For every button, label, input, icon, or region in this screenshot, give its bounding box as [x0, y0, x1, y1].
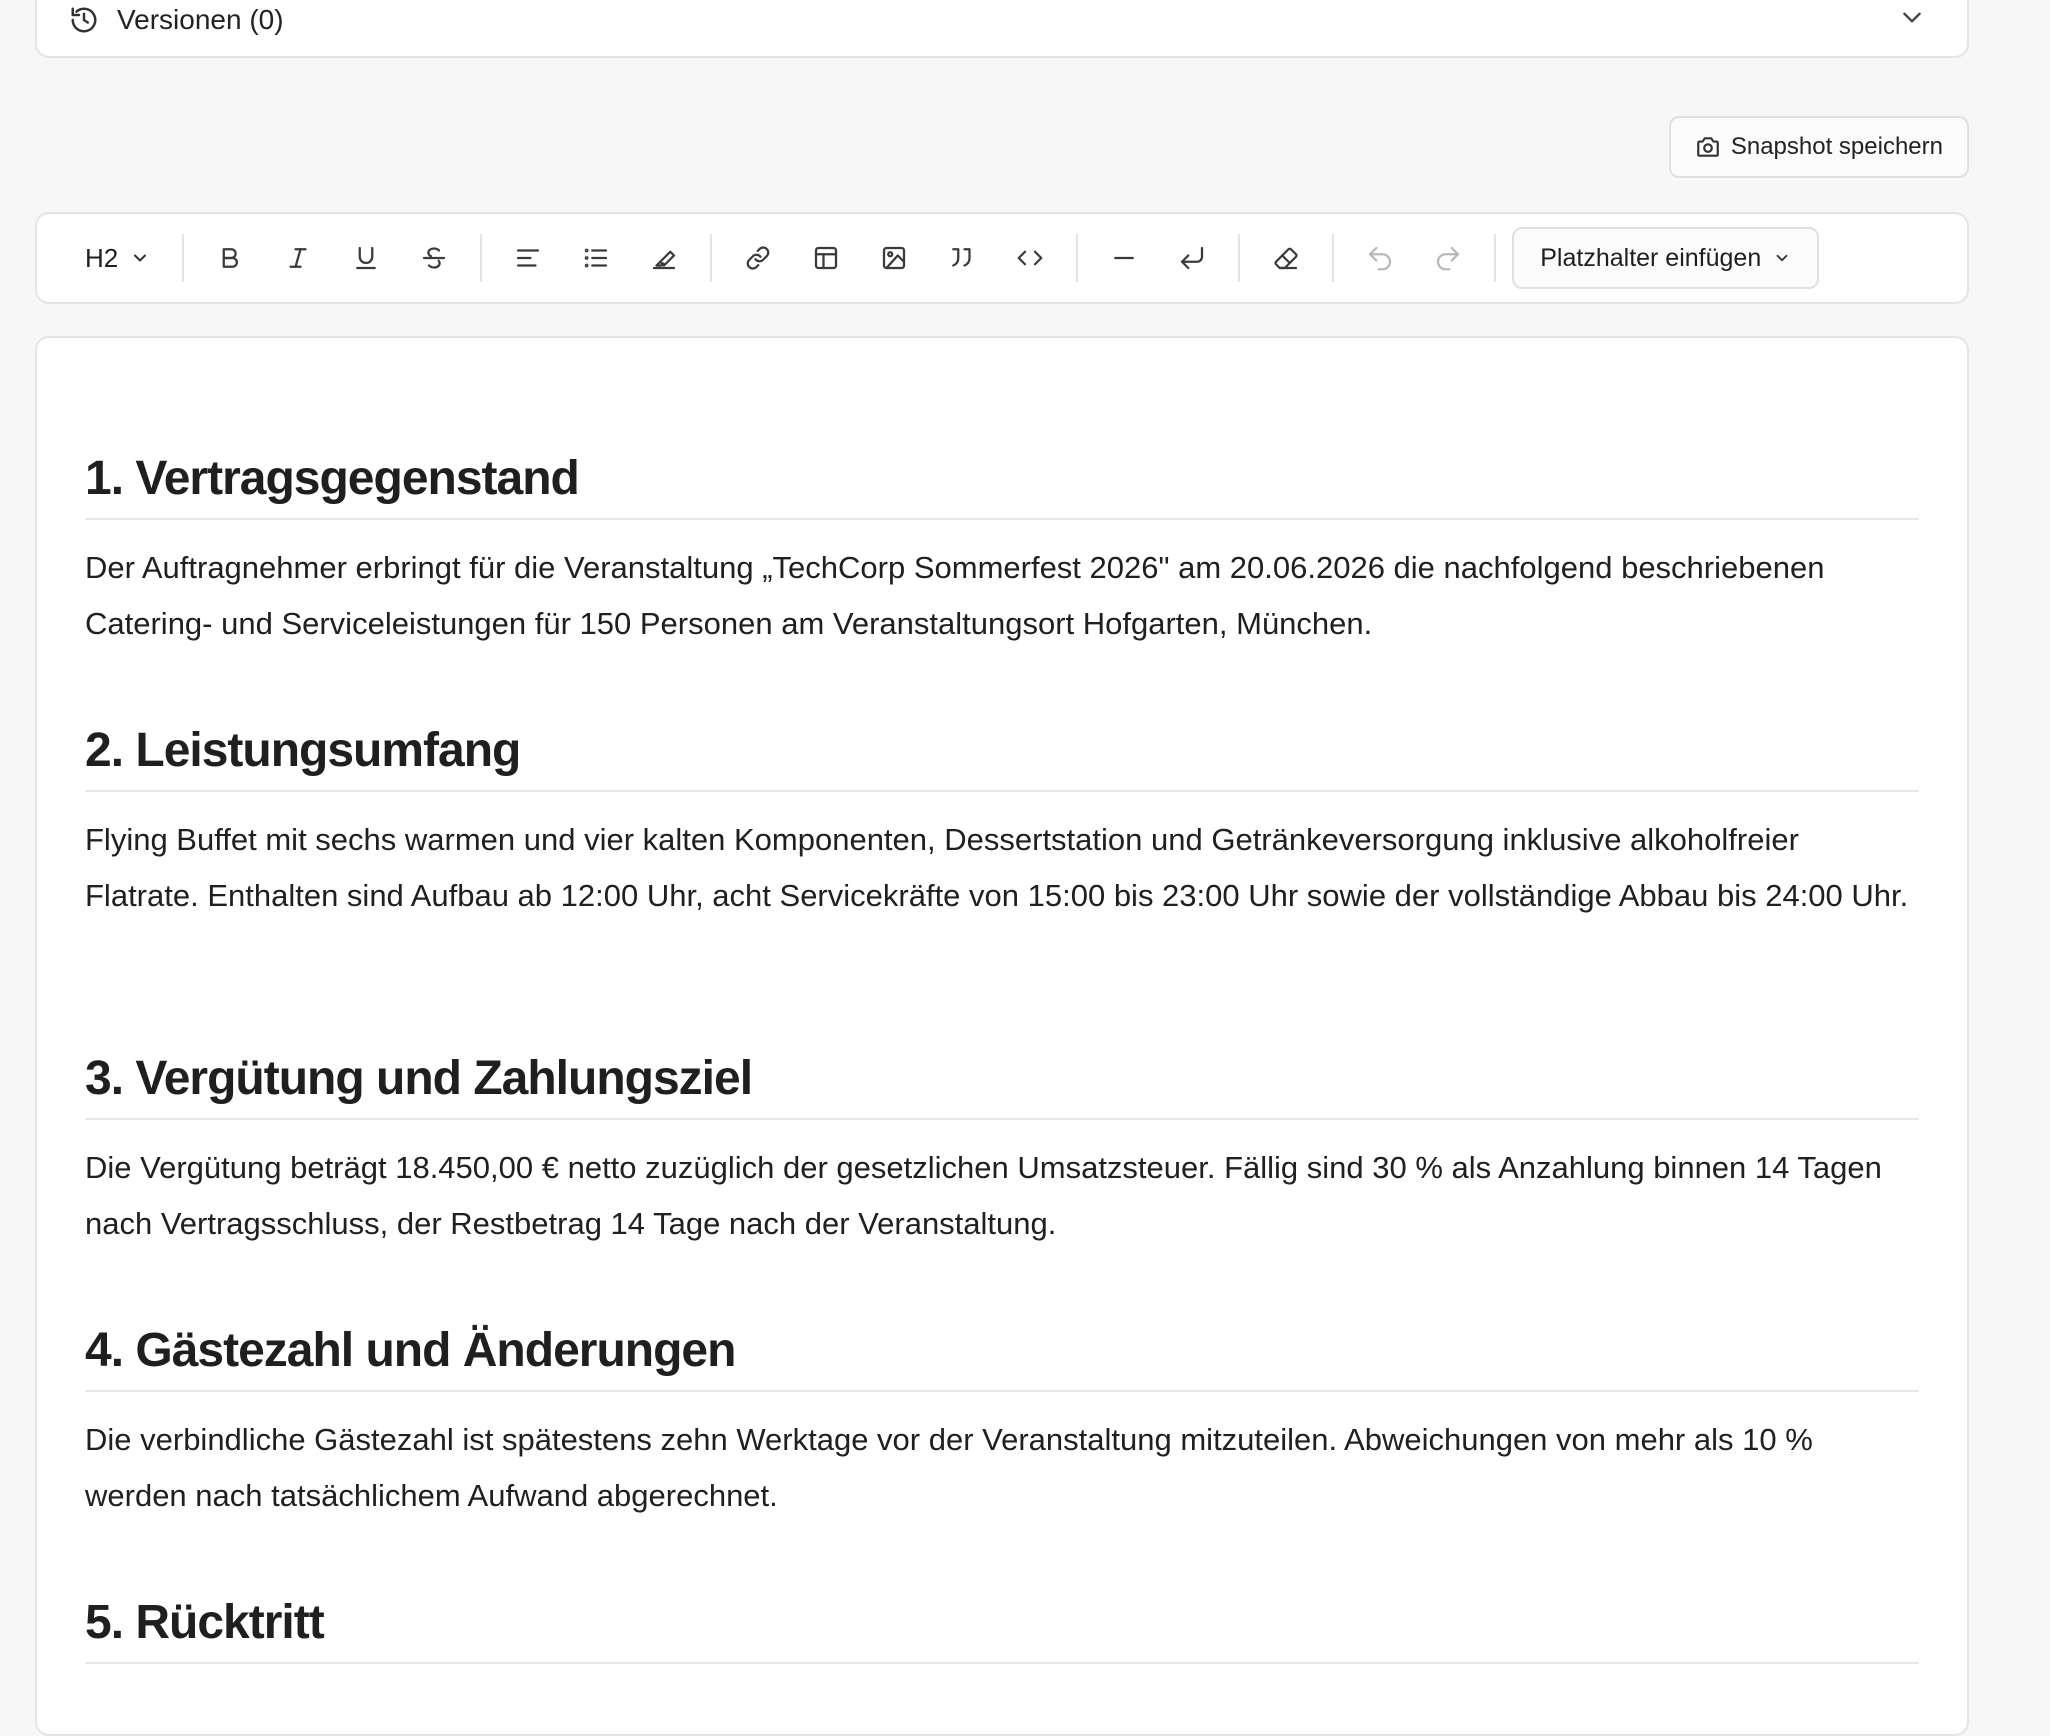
toolbar-divider [1238, 234, 1240, 282]
image-icon [879, 243, 909, 273]
section-paragraph[interactable]: Flying Buffet mit sechs warmen und vier kalten Komponenten, Dessertstation und Getränkeversorgung inklusive alkoholfreier Flatrate. Enthalten sind Aufbau ab 12:00 Uhr, acht Servicekräfte von 15:00 bis 23:00 Uhr sowie der vollständige Abbau bis 24:00 Uhr. [85, 821, 1909, 913]
section-paragraph[interactable]: Der Auftragnehmer erbringt für die Veranstaltung „TechCorp Sommerfest 2026" am 20.06.2026 die nachfolgend beschriebenen Catering- und Serviceleistungen für 150 Personen am Veranstaltungsort Hofgarten, München. [85, 549, 1825, 641]
insert-placeholder-dropdown[interactable] [1512, 227, 1819, 289]
highlight-button[interactable] [630, 224, 698, 292]
align-left-icon [513, 243, 543, 273]
horizontal-rule-button[interactable] [1090, 224, 1158, 292]
section-2 [85, 722, 1919, 924]
chevron-down-icon [130, 248, 150, 268]
highlighter-icon [649, 243, 679, 273]
section-heading[interactable]: 1. Vertragsgegenstand [85, 450, 1919, 520]
redo-button[interactable] [1414, 224, 1482, 292]
versions-panel[interactable] [35, 0, 1969, 58]
history-icon [69, 5, 99, 35]
bold-button[interactable] [196, 224, 264, 292]
link-button[interactable] [724, 224, 792, 292]
link-icon [743, 243, 773, 273]
document-editor[interactable] [35, 336, 1969, 1736]
section-paragraph[interactable]: Die verbindliche Gästezahl ist spätestens zehn Werktage vor der Veranstaltung mitzuteilen. Abweichungen von mehr als 10 % werden nach tatsächlichem Aufwand abgerechnet. [85, 1421, 1813, 1513]
section-4 [85, 1322, 1919, 1524]
bullet-list-icon [581, 243, 611, 273]
undo-icon [1365, 243, 1395, 273]
section-paragraph[interactable]: Die Vergütung beträgt 18.450,00 € netto zuzüglich der gesetzlichen Umsatzsteuer. Fällig sind 30 % als Anzahlung binnen 14 Tagen nach Vertragsschluss, der Restbetrag 14 Tage nach der Veranstaltung. [85, 1149, 1882, 1241]
toolbar-divider [480, 234, 482, 282]
table-button[interactable] [792, 224, 860, 292]
corner-down-left-icon [1177, 243, 1207, 273]
section-5 [85, 1594, 1919, 1664]
section-3 [85, 1050, 1919, 1252]
redo-icon [1433, 243, 1463, 273]
undo-button[interactable] [1346, 224, 1414, 292]
toolbar-divider [1076, 234, 1078, 282]
snapshot-save-label: Snapshot speichern [1730, 133, 1943, 160]
chevron-down-icon[interactable] [1897, 2, 1927, 32]
image-button[interactable] [860, 224, 928, 292]
heading-level-select[interactable] [63, 224, 170, 292]
section-heading[interactable]: 3. Vergütung und Zahlungsziel [85, 1050, 1919, 1120]
underline-button[interactable] [332, 224, 400, 292]
section-heading[interactable]: 4. Gästezahl und Änderungen [85, 1322, 1919, 1392]
section-heading[interactable]: 2. Leistungsumfang [85, 722, 1919, 792]
versions-toggle[interactable] [69, 2, 284, 38]
strikethrough-icon [419, 243, 449, 273]
toolbar-divider [182, 234, 184, 282]
code-icon [1015, 243, 1045, 273]
editor-toolbar [35, 212, 1969, 304]
minus-icon [1109, 243, 1139, 273]
toolbar-divider [1332, 234, 1334, 282]
toolbar-divider [1494, 234, 1496, 282]
strikethrough-button[interactable] [400, 224, 468, 292]
heading-level-value: H2 [85, 242, 119, 273]
insert-placeholder-label: Platzhalter einfügen [1540, 243, 1762, 272]
versions-label: Versionen (0) [117, 4, 284, 35]
toolbar-divider [710, 234, 712, 282]
snapshot-save-button[interactable] [1669, 116, 1969, 178]
table-icon [811, 243, 841, 273]
blockquote-button[interactable] [928, 224, 996, 292]
chevron-down-icon [1773, 249, 1791, 267]
bold-icon [215, 243, 245, 273]
italic-icon [283, 243, 313, 273]
quote-icon [947, 243, 977, 273]
underline-icon [351, 243, 381, 273]
clear-formatting-button[interactable] [1252, 224, 1320, 292]
bullet-list-button[interactable] [562, 224, 630, 292]
italic-button[interactable] [264, 224, 332, 292]
section-1 [85, 450, 1919, 652]
hard-break-button[interactable] [1158, 224, 1226, 292]
camera-icon [1695, 134, 1721, 160]
eraser-icon [1271, 243, 1301, 273]
code-button[interactable] [996, 224, 1064, 292]
align-left-button[interactable] [494, 224, 562, 292]
section-heading[interactable]: 5. Rücktritt [85, 1594, 1919, 1664]
